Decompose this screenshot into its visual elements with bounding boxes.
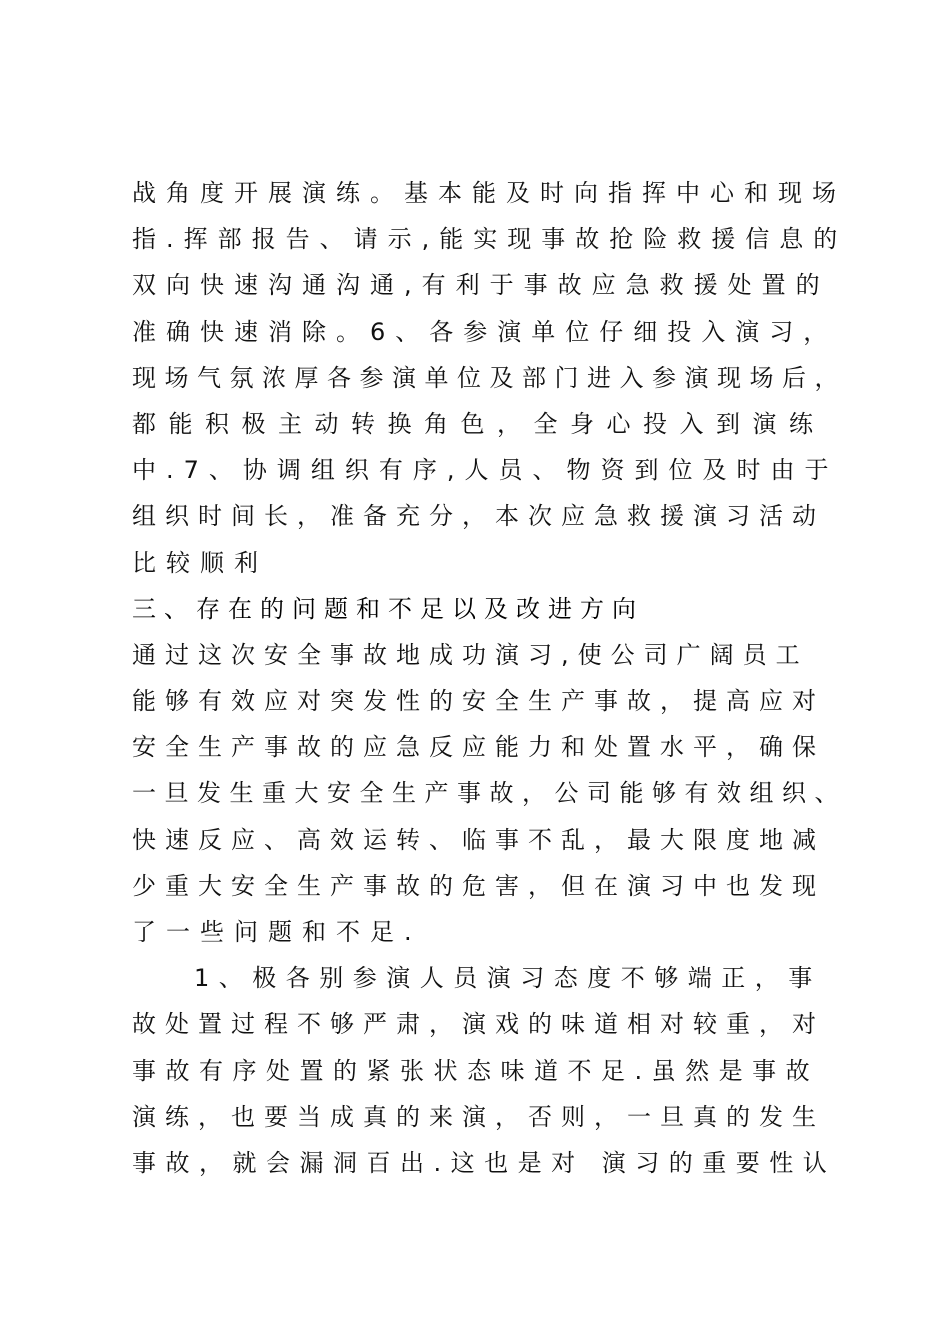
section-heading: 三、存在的问题和不足以及改进方向: [132, 594, 644, 623]
body-text: [132, 170, 852, 1186]
text-line: 1、极各别参演人员演习态度不够端正，事: [194, 964, 822, 993]
text-line: 事故有序处置的紧张状态味道不足.虽然是事故: [132, 1056, 820, 1085]
text-line: 中.7、协调组织有序,人员、物资到位及时由于: [132, 456, 839, 485]
text-line: 故处置过程不够严肃，演戏的味道相对较重，对: [132, 1010, 825, 1039]
text-line: 通过这次安全事故地成功演习,使公司广阔员工: [132, 640, 809, 669]
text-line: 准确快速消除。6、各参演单位仔细投入演习，: [132, 317, 838, 346]
text-line: 双向快速沟通沟通,有利于事故应急救援处置的: [132, 271, 830, 300]
text-line: 能够有效应对突发性的安全生产事故，提高应对: [132, 687, 825, 716]
text-line: 指.挥部报告、请示,能实现事故抢险救援信息的: [132, 225, 848, 254]
text-line: 少重大安全生产事故的危害，但在演习中也发现: [132, 871, 825, 900]
text-line: 组织时间长，准备充分，本次应急救援演习活动: [132, 502, 825, 531]
text-line: 现场气氛浓厚各参演单位及部门进入参演现场后，: [132, 363, 847, 392]
text-line: 比较顺利: [132, 548, 268, 577]
text-line: 了一些问题和不足.: [132, 918, 422, 946]
text-line: 安全生产事故的应急反应能力和处置水平，确保: [132, 733, 825, 762]
text-line: 都能积极主动转换角色，全身心投入到演练: [132, 409, 826, 438]
text-line: 事故，就会漏洞百出.这也是对 演习的重要性认: [132, 1148, 837, 1177]
text-line: 一旦发生重大安全生产事故，公司能够有效组织、: [132, 779, 847, 808]
text-line: 演练，也要当成真的来演，否则，一旦真的发生: [132, 1102, 825, 1131]
text-line: 快速反应、高效运转、临事不乱，最大限度地减: [132, 825, 825, 854]
text-line: 战角度开展演练。基本能及时向指挥中心和现场: [132, 179, 846, 207]
